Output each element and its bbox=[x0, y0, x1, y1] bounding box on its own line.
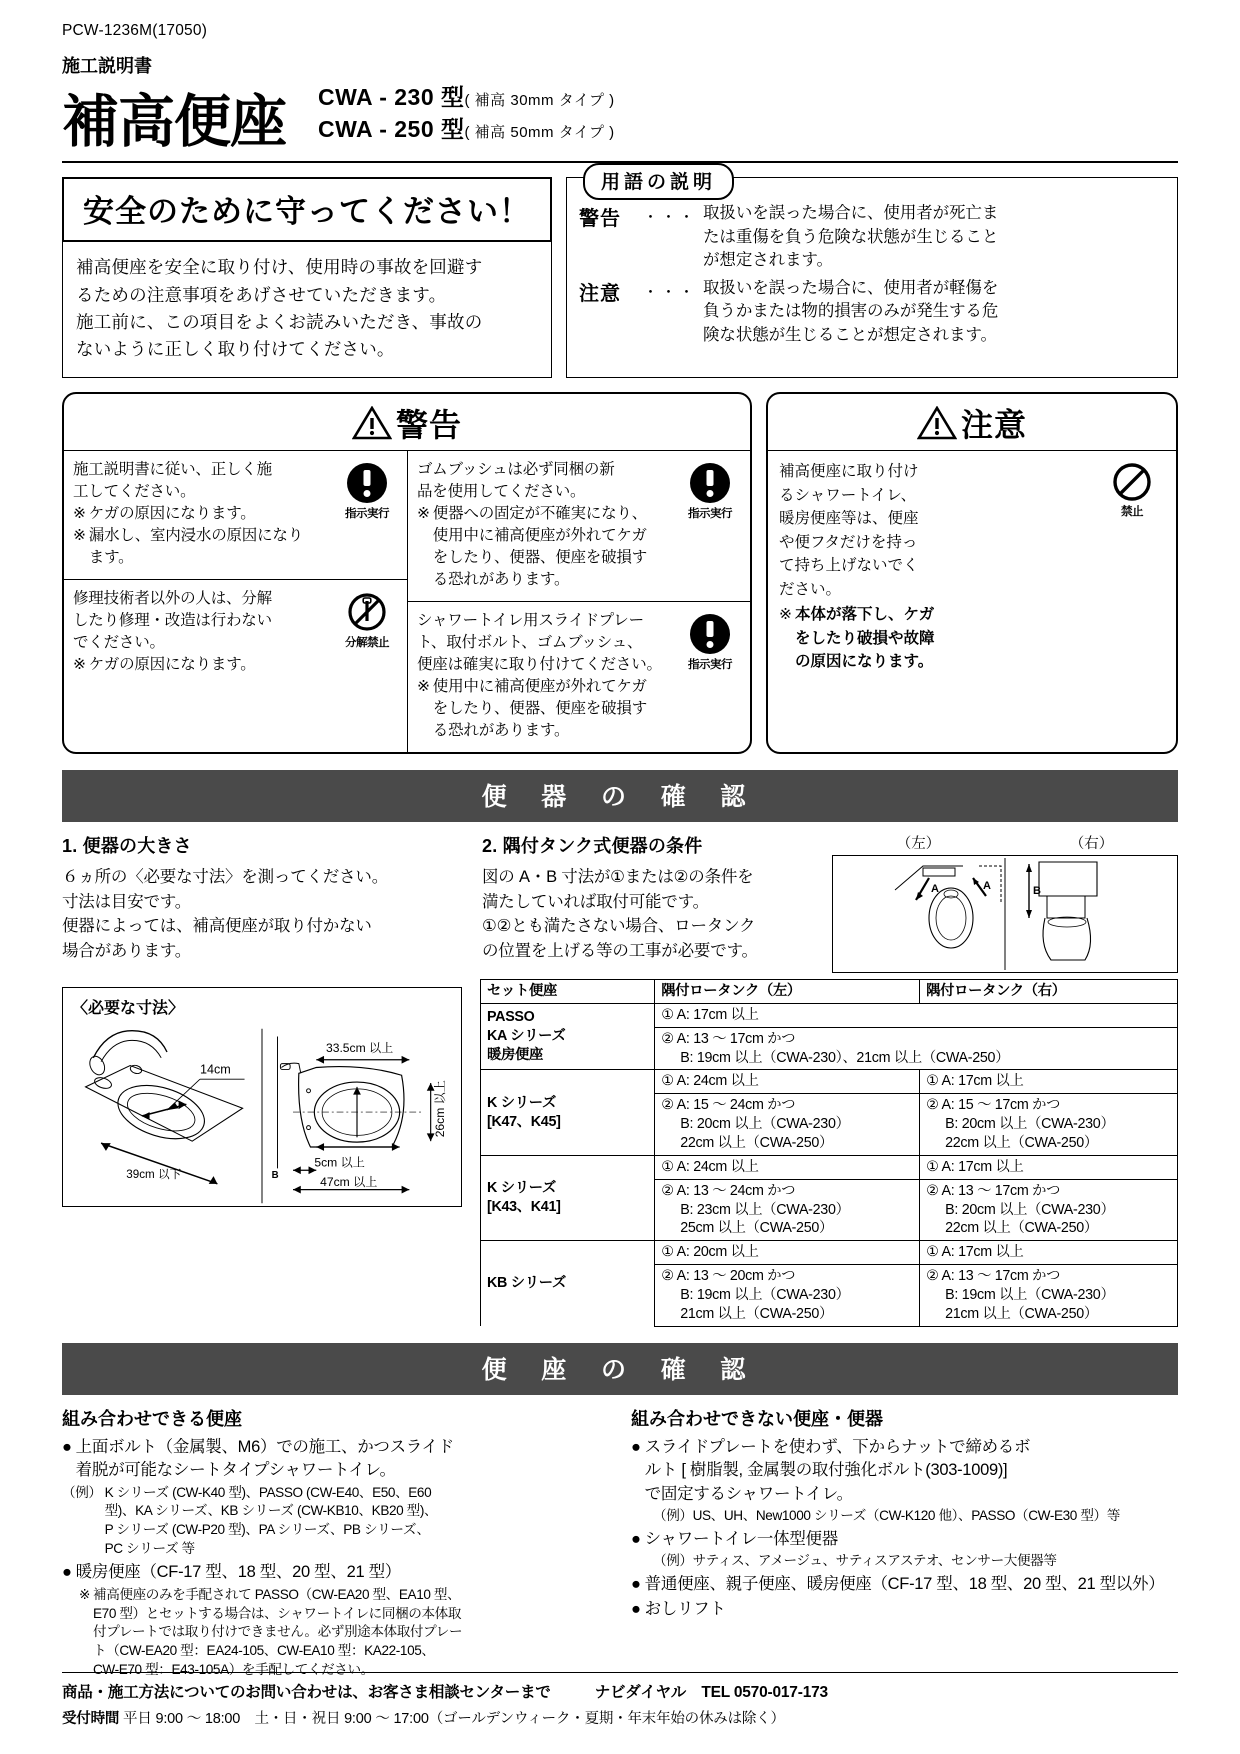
cell-cond1: ① A: 17cm 以上 bbox=[655, 1003, 1178, 1027]
subtext-line: 寸法は目安です。 bbox=[62, 892, 192, 911]
incompatible-seats-block bbox=[631, 1405, 1178, 1680]
exclamation-circle-icon bbox=[690, 463, 730, 503]
footer bbox=[62, 1672, 1178, 1728]
warning-cell-text bbox=[417, 459, 679, 591]
table-row bbox=[481, 1003, 1178, 1027]
list-item bbox=[631, 1528, 1178, 1551]
warning-box bbox=[62, 392, 752, 754]
caution-line: て持ち上げないでく bbox=[779, 557, 919, 575]
safety-banner: 安全のために守ってください！ bbox=[62, 177, 552, 242]
row-name: PASSO KA シリーズ 暖房便座 bbox=[481, 1003, 655, 1070]
warning-cell bbox=[408, 451, 750, 601]
no-disassembly-glyph bbox=[347, 592, 387, 632]
bullet-dot: ● bbox=[631, 1600, 641, 1619]
caution-text bbox=[779, 460, 1099, 601]
no-disassembly-icon bbox=[347, 592, 387, 632]
label-right: （右） bbox=[1069, 835, 1114, 852]
term-def-line: 取扱いを誤った場合に、使用者が軽傷を bbox=[703, 278, 999, 297]
safety-body-line: ないように正しく取り付けてください。 bbox=[76, 338, 395, 359]
term-word: 注意 bbox=[579, 282, 621, 305]
bullet-dot: ● bbox=[631, 1574, 641, 1593]
warning-note bbox=[73, 654, 336, 676]
list-item bbox=[631, 1598, 1178, 1621]
footer-contact-text: 商品・施工方法についてのお問い合わせは、お客さま相談センターまで bbox=[62, 1684, 551, 1701]
cell-left-cond2: ② A: 13 〜 24cm かつ B: 23cm 以上（CWA-230） 25cm 以上（CWA-250） bbox=[655, 1179, 920, 1241]
note-block bbox=[62, 1586, 609, 1680]
caution-line: るシャワートイレ、 bbox=[779, 486, 917, 504]
footer-contact-line bbox=[62, 1680, 1178, 1702]
term-dots: ・・・ bbox=[643, 283, 698, 301]
exclamation-circle-icon bbox=[690, 614, 730, 654]
model-name: CWA - 230 型 bbox=[318, 84, 465, 110]
compatibility-table bbox=[480, 979, 1178, 1327]
seat-check-columns bbox=[62, 1405, 1178, 1680]
footer-hours-text: 平日 9:00 〜 18:00 土・日・祝日 9:00 〜 17:00（ゴールデンウィーク・夏期・年末年始の休みは除く） bbox=[123, 1711, 785, 1727]
note-text: ケガの原因になります。 bbox=[88, 655, 256, 673]
svg-text:A: A bbox=[931, 882, 939, 895]
model-desc: ( 補高 30mm タイプ ) bbox=[464, 92, 615, 109]
footer-hours-line bbox=[62, 1707, 1178, 1728]
subtext-line: ①②とも満たさない場合、ロータンク bbox=[482, 917, 756, 936]
required-dimensions-diagram bbox=[62, 987, 462, 1207]
col-header-left: 隅付ロータンク（左） bbox=[655, 979, 920, 1003]
table-row bbox=[481, 1155, 1178, 1179]
label-47cm: 47cm 以上 bbox=[320, 1174, 378, 1189]
warning-line: 品を使用してください。 bbox=[417, 482, 586, 500]
safety-body-line: 施工前に、この項目をよくお読みいただき、事故の bbox=[76, 311, 483, 332]
term-row-caution bbox=[579, 277, 1165, 347]
caution-heading-text: 注意 bbox=[960, 405, 1027, 444]
warning-line: でください。 bbox=[73, 633, 165, 651]
model-desc: ( 補高 50mm タイプ ) bbox=[464, 123, 615, 141]
term-def-line: が想定されます。 bbox=[703, 251, 833, 270]
term-definition bbox=[703, 202, 998, 272]
label-5cm: 5cm 以上 bbox=[314, 1155, 365, 1170]
list-item bbox=[631, 1573, 1178, 1596]
bullet-text: スライドプレートを使わず、下からナットで締めるボ ルト [ 樹脂製, 金属製の取付強化ボルト(303-1009)] で固定するシャワートイレ。 bbox=[644, 1437, 1031, 1503]
header bbox=[62, 22, 1178, 156]
term-def-line: たは重傷を負う危険な状態が生じること bbox=[703, 227, 999, 246]
cell-right-cond1: ① A: 17cm 以上 bbox=[920, 1070, 1178, 1094]
dimensions-svg bbox=[72, 1020, 452, 1210]
cell-right-cond2: ② A: 13 〜 17cm かつ B: 20cm 以上（CWA-230） 22cm 以上（CWA-250） bbox=[920, 1179, 1178, 1241]
subtext-line: の位置を上げる等の工事が必要です。 bbox=[482, 942, 758, 961]
safety-notice bbox=[62, 177, 552, 378]
note-mark: ※ bbox=[417, 504, 430, 522]
term-definition bbox=[703, 277, 998, 347]
corner-tank-block bbox=[482, 832, 812, 973]
caution-line: や便フタだけを持っ bbox=[779, 533, 918, 551]
subheading: 組み合わせできる便座 bbox=[62, 1408, 242, 1429]
subtext-line: 満たしていれば取付可能です。 bbox=[482, 892, 709, 911]
warning-line: ト、取付ボルト、ゴムブッシュ、 bbox=[417, 633, 643, 651]
caution-line: 暖房便座等は、便座 bbox=[779, 510, 919, 528]
warning-triangle-icon bbox=[917, 406, 957, 440]
warning-heading bbox=[64, 394, 750, 450]
icon-label: 分解禁止 bbox=[345, 636, 389, 649]
cell-right-cond2: ② A: 13 〜 17cm かつ B: 19cm 以上（CWA-230） 21cm 以上（CWA-250） bbox=[920, 1265, 1178, 1327]
caution-body bbox=[768, 450, 1176, 684]
exclamation-circle-icon bbox=[347, 463, 387, 503]
warning-cell bbox=[64, 451, 407, 579]
warning-note bbox=[417, 503, 679, 591]
svg-text:B: B bbox=[1033, 884, 1041, 897]
note-mark: ※ bbox=[73, 504, 86, 522]
prohibited-glyph bbox=[1112, 462, 1152, 502]
compatible-seats-block bbox=[62, 1405, 609, 1680]
corner-tank-svg bbox=[833, 856, 1177, 972]
caution-heading bbox=[768, 394, 1176, 450]
note-mark: ※ bbox=[73, 655, 86, 673]
cell-left-cond2: ② A: 13 〜 20cm かつ B: 19cm 以上（CWA-230） 21cm 以上（CWA-250） bbox=[655, 1265, 920, 1327]
note-text: 本体が落下し、ケガ をしたり破損や故障 の原因になります。 bbox=[795, 606, 935, 671]
warning-line: 施工説明書に従い、正しく施 bbox=[73, 460, 272, 478]
warning-column-left bbox=[64, 451, 407, 752]
warning-cell bbox=[64, 579, 407, 686]
cell-right-cond1: ① A: 17cm 以上 bbox=[920, 1241, 1178, 1265]
list-item bbox=[62, 1561, 609, 1584]
row-name: K シリーズ [K47、K45] bbox=[481, 1070, 655, 1155]
warning-note bbox=[417, 676, 679, 742]
warning-line: 便座は確実に取り付けてください。 bbox=[417, 655, 662, 673]
subheading: 1. 便器の大きさ bbox=[62, 835, 192, 856]
term-def-line: 取扱いを誤った場合に、使用者が死亡ま bbox=[703, 204, 999, 223]
term-def-line: 負うかまたは物的損害のみが発生する危 bbox=[703, 302, 999, 321]
warning-heading-text: 警告 bbox=[395, 405, 462, 444]
bullet-text: シャワートイレ一体型便器 bbox=[644, 1529, 838, 1548]
cell-right-cond1: ① A: 17cm 以上 bbox=[920, 1155, 1178, 1179]
document-kind: 施工説明書 bbox=[62, 56, 152, 76]
warning-line: 修理技術者以外の人は、分解 bbox=[73, 589, 272, 607]
note-text: 補高便座のみを手配されて PASSO（CW-EA20 型、EA10 型、 E70 型）とセットする場合は、シャワートイレに同梱の本体取 付プレートでは取り付けできません。必ず別途本体取付プレー ト（CW-EA20 型：EA24-105、CW-EA10 型：KA22-105、 CW-E70 型：E43-105A）を手配してください。 bbox=[93, 1586, 463, 1677]
example-text: （例）サティス、アメージュ、サティスアステオ、センサー大便器等 bbox=[653, 1553, 1057, 1569]
document-code: PCW-1236M(17050) bbox=[62, 22, 208, 39]
warning-note bbox=[73, 525, 336, 569]
corner-tank-illustration-block bbox=[832, 832, 1178, 973]
terminology-title: 用語の説明 bbox=[583, 163, 734, 200]
warning-column-right bbox=[407, 451, 750, 752]
note-mark: ※ bbox=[79, 1586, 90, 1602]
label-left: （左） bbox=[896, 835, 941, 852]
list-item bbox=[62, 1436, 609, 1483]
toilet-size-block bbox=[62, 832, 462, 973]
safety-intro-section bbox=[62, 172, 1178, 378]
warning-line: したり修理・改造は行わない bbox=[73, 611, 272, 629]
note-text: 使用中に補高便座が外れてケガ をしたり、便器、便座を破損す る恐れがあります。 bbox=[432, 677, 647, 739]
corner-tank-labels bbox=[832, 832, 1178, 853]
bullet-text: おしリフト bbox=[644, 1600, 726, 1619]
row-name: K シリーズ [K43、K41] bbox=[481, 1155, 655, 1240]
warning-cell-text bbox=[417, 610, 679, 742]
warning-line: ゴムブッシュは必ず同梱の新 bbox=[417, 460, 615, 478]
spec-table-wrap bbox=[480, 973, 1178, 1327]
label-39cm: 39cm 以下 bbox=[126, 1167, 182, 1181]
table-row bbox=[481, 1070, 1178, 1094]
example-text: K シリーズ (CW-K40 型)、PASSO (CW-E40、E50、E60 型)、KA シリーズ、KB シリーズ (CW-KB10、KB20 型)、 P シリーズ (CW-P20 型)、PA シリーズ、PB シリーズ、 PC シリーズ 等 bbox=[104, 1484, 438, 1556]
caution-line: ださい。 bbox=[779, 580, 842, 598]
subheading: 組み合わせできない便座・便器 bbox=[631, 1408, 883, 1429]
warning-cell-icon-wrap bbox=[679, 459, 741, 591]
warning-cell-text bbox=[73, 588, 336, 676]
label-14cm: 14cm bbox=[199, 1062, 231, 1077]
term-word: 警告 bbox=[579, 208, 621, 231]
icon-label: 指示実行 bbox=[688, 658, 732, 671]
note-text: 便器への固定が不確実になり、 使用中に補高便座が外れてケガ をしたり、便器、便座を破損す る恐れがあります。 bbox=[432, 504, 647, 588]
cell-left-cond2: ② A: 15 〜 24cm かつ B: 20cm 以上（CWA-230） 22cm 以上（CWA-250） bbox=[655, 1094, 920, 1156]
bullet-dot: ● bbox=[62, 1562, 72, 1581]
toilet-check-columns bbox=[62, 832, 1178, 973]
warning-cell-icon-wrap bbox=[679, 610, 741, 742]
cell-left-cond1: ① A: 20cm 以上 bbox=[655, 1241, 920, 1265]
footer-divider bbox=[62, 1672, 1178, 1673]
col-header-right: 隅付ロータンク（右） bbox=[920, 979, 1178, 1003]
model-name: CWA - 250 型 bbox=[318, 115, 465, 142]
bullet-dot: ● bbox=[631, 1529, 641, 1548]
table-row bbox=[481, 1241, 1178, 1265]
example-label: （例） bbox=[62, 1484, 102, 1500]
caution-icon-wrap bbox=[1099, 460, 1165, 601]
subtext bbox=[62, 865, 462, 964]
warning-cell-text bbox=[73, 459, 336, 569]
model-item bbox=[318, 114, 615, 146]
bullet-dot: ● bbox=[62, 1437, 72, 1456]
dimension-and-table bbox=[62, 973, 1178, 1327]
note-text: 漏水し、室内浸水の原因になり ます。 bbox=[88, 526, 303, 566]
caution-note bbox=[779, 603, 1165, 674]
footer-phone: ナビダイヤル TEL 0570-017-173 bbox=[594, 1684, 828, 1701]
page-title: 補高便座 bbox=[62, 89, 286, 156]
note-mark: ※ bbox=[779, 606, 792, 624]
example-block bbox=[62, 1484, 609, 1559]
model-list bbox=[318, 82, 615, 151]
bullet-text: 上面ボルト（金属製、M6）での施工、かつスライド 着脱が可能なシートタイプシャワートイレ。 bbox=[75, 1437, 454, 1480]
safety-body bbox=[62, 242, 552, 378]
subtext-line: 便器によっては、補高便座が取り付かない bbox=[62, 917, 372, 936]
model-item bbox=[318, 82, 615, 114]
warning-cell-icon-wrap bbox=[336, 588, 398, 676]
icon-label: 禁止 bbox=[1121, 505, 1143, 518]
caution-box bbox=[766, 392, 1178, 754]
corner-tank-diagram bbox=[832, 855, 1178, 973]
warning-cell-icon-wrap bbox=[336, 459, 398, 569]
safety-body-line: 補高便座を安全に取り付け、使用時の事故を回避す bbox=[76, 257, 483, 278]
footer-hours-label: 受付時間 bbox=[62, 1711, 120, 1727]
subheading: 2. 隅付タンク式便器の条件 bbox=[482, 835, 703, 856]
note-text: ケガの原因になります。 bbox=[88, 504, 256, 522]
row-name: KB シリーズ bbox=[481, 1241, 655, 1326]
cell-right-cond2: ② A: 15 〜 17cm かつ B: 20cm 以上（CWA-230） 22cm 以上（CWA-250） bbox=[920, 1094, 1178, 1156]
cell-left-cond1: ① A: 24cm 以上 bbox=[655, 1070, 920, 1094]
svg-text:A: A bbox=[983, 879, 991, 892]
example-text: （例）US、UH、New1000 シリーズ（CW-K120 他）、PASSO（CW-E30 型）等 bbox=[653, 1507, 1120, 1523]
caution-line: 補高便座に取り付け bbox=[779, 462, 919, 480]
warning-line: シャワートイレ用スライドプレー bbox=[417, 611, 644, 629]
terminology-box bbox=[566, 172, 1178, 378]
term-row-warning bbox=[579, 202, 1165, 272]
svg-text:B: B bbox=[271, 1169, 279, 1181]
note-mark: ※ bbox=[73, 526, 86, 544]
list-item bbox=[631, 1436, 1178, 1506]
subtext-line: ６ヵ所の〈必要な寸法〉を測ってください。 bbox=[62, 867, 389, 886]
note-mark: ※ bbox=[417, 677, 430, 695]
label-335cm: 33.5cm 以上 bbox=[325, 1040, 394, 1055]
cell-left-cond1: ① A: 24cm 以上 bbox=[655, 1155, 920, 1179]
warning-line: 工してください。 bbox=[73, 482, 196, 500]
icon-label: 指示実行 bbox=[688, 507, 732, 520]
section-bar-toilet-check: 便 器 の 確 認 bbox=[62, 770, 1178, 822]
term-dots: ・・・ bbox=[643, 209, 698, 227]
bullet-dot: ● bbox=[631, 1437, 641, 1456]
prohibited-icon bbox=[1112, 462, 1152, 502]
cell-cond2: ② A: 13 〜 17cm かつ B: 19cm 以上（CWA-230）、21cm 以上（CWA-250） bbox=[655, 1027, 1178, 1070]
subtext bbox=[482, 865, 812, 964]
term-def-line: 険な状態が生じることが想定されます。 bbox=[703, 325, 997, 344]
warning-note bbox=[73, 503, 336, 525]
subtext-line: 場合があります。 bbox=[62, 942, 192, 961]
warning-cell bbox=[408, 601, 750, 752]
label-26cm: 26cm 以上 bbox=[433, 1080, 448, 1138]
table-header-row bbox=[481, 979, 1178, 1003]
bullet-text: 暖房便座（CF-17 型、18 型、20 型、21 型） bbox=[75, 1562, 402, 1581]
subtext-line: 図の A・B 寸法が①または②の条件を bbox=[482, 867, 754, 886]
icon-label: 指示実行 bbox=[345, 507, 389, 520]
bullet-text: 普通便座、親子便座、暖房便座（CF-17 型、18 型、20 型、21 型以外） bbox=[644, 1574, 1165, 1593]
safety-body-line: るための注意事項をあげさせていただきます。 bbox=[76, 284, 447, 305]
warning-triangle-icon bbox=[352, 406, 392, 440]
col-header-seat: セット便座 bbox=[481, 979, 655, 1003]
warning-caution-section bbox=[62, 392, 1178, 754]
section-bar-seat-check: 便 座 の 確 認 bbox=[62, 1343, 1178, 1395]
diagram-title: 〈必要な寸法〉 bbox=[72, 999, 185, 1017]
